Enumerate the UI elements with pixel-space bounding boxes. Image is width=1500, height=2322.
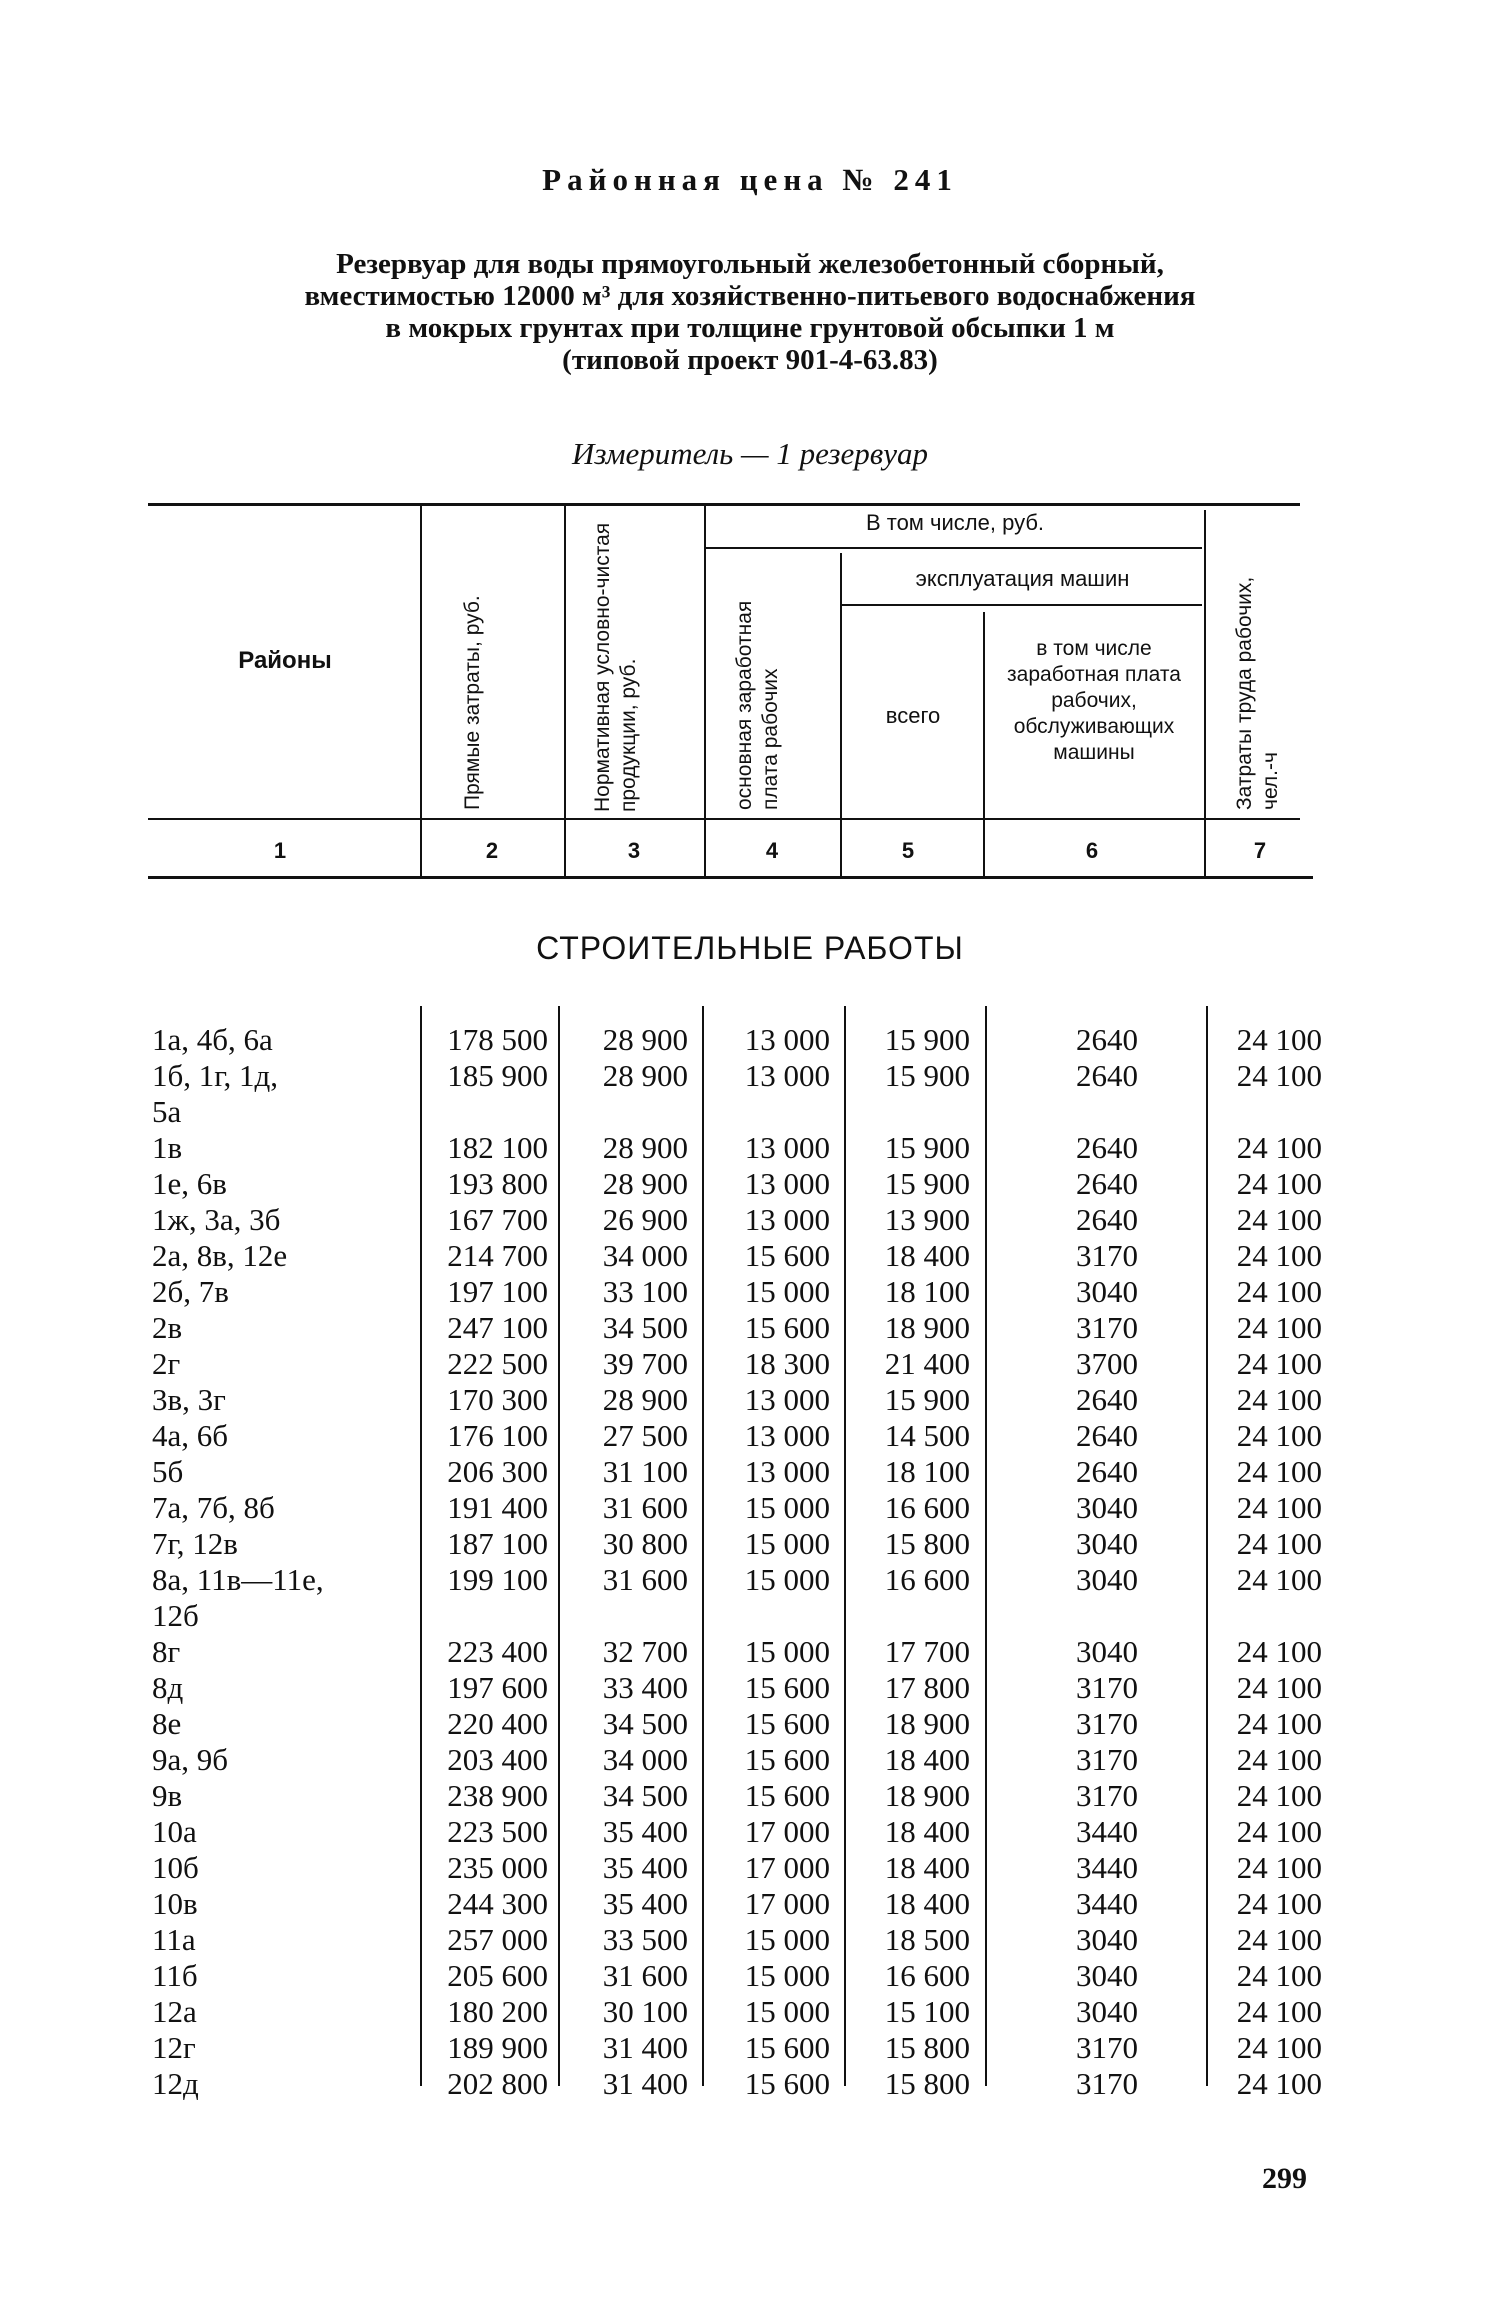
value-cell-c2: 223 400 [447,1634,548,1669]
value-cell-c2: 170 300 [447,1382,548,1417]
including-rule [706,547,1202,549]
value-cell-c5: 15 900 [884,1382,970,1417]
value-cell-c6: 3040 [1076,1490,1138,1525]
value-cell-c2: 197 100 [447,1274,548,1309]
value-cell-c2: 202 800 [447,2066,548,2101]
value-cell-c4: 13 000 [744,1130,830,1165]
subtitle-line: (типовой проект 901-4-63.83) [562,344,938,376]
value-cell-c4: 13 000 [744,1454,830,1489]
value-cell-c6: 3040 [1076,1922,1138,1957]
value-cell-c7: 24 100 [1236,1634,1322,1669]
value-cell-c2: 178 500 [447,1022,548,1057]
value-cell-c7: 24 100 [1236,1274,1322,1309]
value-cell-c2: 244 300 [447,1886,548,1921]
district-cell: 7а, 7б, 8б [152,1490,275,1525]
header-districts: Районы [238,647,332,674]
value-cell-c5: 16 600 [884,1958,970,1993]
value-cell-c3: 35 400 [602,1814,688,1849]
value-cell-c5: 15 800 [884,2030,970,2065]
district-cell: 1б, 1г, 1д, [152,1058,279,1093]
value-cell-c7: 24 100 [1236,1130,1322,1165]
value-cell-c3: 27 500 [602,1418,688,1453]
value-cell-c6: 3170 [1076,2030,1138,2065]
measure-unit: Измеритель — 1 резервуар [572,436,928,471]
value-cell-c2: 187 100 [447,1526,548,1561]
subtitle-line: Резервуар для воды прямоугольный железобетонный сборный, [336,248,1164,280]
value-cell-c6: 3040 [1076,1634,1138,1669]
value-cell-c2: 235 000 [447,1850,548,1885]
value-cell-c2: 199 100 [447,1562,548,1597]
value-cell-c6: 3440 [1076,1850,1138,1885]
value-cell-c3: 30 800 [602,1526,688,1561]
header-base-wage: основная заработная плата рабочих [733,600,782,810]
value-cell-c4: 15 600 [744,1706,830,1741]
header-machine-wage: в том числе заработная плата рабочих, обслуживающих машины [1007,637,1181,764]
value-cell-c6: 3040 [1076,1958,1138,1993]
value-cell-c5: 18 900 [884,1706,970,1741]
value-cell-c5: 14 500 [884,1418,970,1453]
value-cell-c3: 34 500 [602,1778,688,1813]
value-cell-c7: 24 100 [1236,1886,1322,1921]
header-machine-operation: эксплуатация машин [915,566,1130,591]
value-cell-c7: 24 100 [1236,1850,1322,1885]
column-number: 1 [273,838,287,863]
district-cell: 7г, 12в [152,1526,238,1561]
value-cell-c6: 3040 [1076,1274,1138,1309]
district-cell: 3в, 3г [152,1382,226,1417]
value-cell-c7: 24 100 [1236,1238,1322,1273]
value-cell-c4: 17 000 [744,1850,830,1885]
value-cell-c7: 24 100 [1236,1994,1322,2029]
column-number: 2 [485,838,499,863]
value-cell-c4: 15 000 [744,1274,830,1309]
value-cell-c7: 24 100 [1236,1418,1322,1453]
value-cell-c2: 238 900 [447,1778,548,1813]
header-divider [704,503,706,878]
body-divider [844,1006,846,2086]
value-cell-c3: 31 400 [602,2030,688,2065]
value-cell-c7: 24 100 [1236,1814,1322,1849]
value-cell-c4: 13 000 [744,1022,830,1057]
value-cell-c7: 24 100 [1236,1166,1322,1201]
value-cell-c6: 2640 [1076,1130,1138,1165]
value-cell-c2: 189 900 [447,2030,548,2065]
value-cell-c2: 206 300 [447,1454,548,1489]
district-cell: 1в [152,1130,183,1165]
value-cell-c7: 24 100 [1236,1922,1322,1957]
value-cell-c3: 31 600 [602,1958,688,1993]
value-cell-c5: 15 900 [884,1058,970,1093]
value-cell-c4: 15 000 [744,1634,830,1669]
body-divider [1206,1006,1208,2086]
numbers-bottom-rule [148,876,1313,879]
value-cell-c4: 15 600 [744,1238,830,1273]
header-divider [840,553,842,878]
header-total: всего [885,703,941,728]
value-cell-c6: 3440 [1076,1814,1138,1849]
district-cell: 4а, 6б [152,1418,229,1453]
district-cell: 12а [152,1994,197,2029]
value-cell-c2: 203 400 [447,1742,548,1777]
value-cell-c7: 24 100 [1236,1454,1322,1489]
value-cell-c4: 15 600 [744,1778,830,1813]
value-cell-c3: 39 700 [602,1346,688,1381]
value-cell-c5: 18 900 [884,1310,970,1345]
value-cell-c4: 13 000 [744,1058,830,1093]
value-cell-c5: 17 700 [884,1634,970,1669]
value-cell-c3: 31 600 [602,1562,688,1597]
value-cell-c2: 176 100 [447,1418,548,1453]
value-cell-c3: 31 100 [602,1454,688,1489]
value-cell-c6: 3170 [1076,1670,1138,1705]
value-cell-c7: 24 100 [1236,1742,1322,1777]
header-direct-costs: Прямые затраты, руб. [461,595,484,810]
district-cell: 1а, 4б, 6а [152,1022,273,1057]
district-cell: 9в [152,1778,183,1813]
value-cell-c7: 24 100 [1236,1382,1322,1417]
district-cell: 8а, 11в—11е, [152,1562,324,1597]
value-cell-c2: 191 400 [447,1490,548,1525]
value-cell-c4: 13 000 [744,1166,830,1201]
value-cell-c4: 17 000 [744,1814,830,1849]
subtitle-line: в мокрых грунтах при толщине грунтовой обсыпки 1 м [385,312,1115,344]
value-cell-c4: 15 000 [744,1994,830,2029]
value-cell-c4: 15 000 [744,1958,830,1993]
value-cell-c4: 13 000 [744,1202,830,1237]
value-cell-c6: 3040 [1076,1994,1138,2029]
header-bottom-rule [148,818,1300,820]
column-number: 5 [901,838,915,863]
value-cell-c5: 15 100 [884,1994,970,2029]
district-cell: 2г [152,1346,181,1381]
district-cell: 2а, 8в, 12е [152,1238,288,1273]
value-cell-c4: 15 600 [744,1742,830,1777]
value-cell-c6: 3170 [1076,1778,1138,1813]
value-cell-c5: 15 900 [884,1130,970,1165]
section-title: СТРОИТЕЛЬНЫЕ РАБОТЫ [536,930,964,966]
value-cell-c6: 3040 [1076,1562,1138,1597]
value-cell-c3: 33 500 [602,1922,688,1957]
value-cell-c3: 31 600 [602,1490,688,1525]
value-cell-c5: 15 800 [884,1526,970,1561]
value-cell-c7: 24 100 [1236,1706,1322,1741]
value-cell-c2: 193 800 [447,1166,548,1201]
value-cell-c4: 15 600 [744,1670,830,1705]
value-cell-c3: 34 000 [602,1742,688,1777]
value-cell-c6: 3170 [1076,1742,1138,1777]
district-cell: 1е, 6в [152,1166,227,1201]
header-divider [420,503,422,878]
value-cell-c3: 33 400 [602,1670,688,1705]
district-cell: 8е [152,1706,182,1741]
value-cell-c5: 18 500 [884,1922,970,1957]
header-divider [983,612,985,878]
value-cell-c5: 15 900 [884,1022,970,1057]
value-cell-c4: 15 600 [744,2030,830,2065]
value-cell-c5: 18 400 [884,1886,970,1921]
value-cell-c3: 30 100 [602,1994,688,2029]
body-divider [985,1006,987,2086]
district-cell: 5б [152,1454,184,1489]
value-cell-c6: 3170 [1076,1238,1138,1273]
header-top-rule [148,503,1300,506]
column-number: 3 [627,838,641,863]
district-cell: 1ж, 3а, 3б [152,1202,281,1237]
value-cell-c7: 24 100 [1236,1202,1322,1237]
value-cell-c5: 13 900 [884,1202,970,1237]
value-cell-c4: 17 000 [744,1886,830,1921]
district-cell: 10а [152,1814,197,1849]
value-cell-c2: 214 700 [447,1238,548,1273]
header-normative: Нормативная условно-чистая продукции, руб. [591,522,640,812]
machines-rule [841,604,1202,606]
value-cell-c7: 24 100 [1236,1058,1322,1093]
value-cell-c4: 15 000 [744,1922,830,1957]
value-cell-c2: 197 600 [447,1670,548,1705]
district-cell: 12б [152,1598,199,1633]
value-cell-c3: 35 400 [602,1850,688,1885]
value-cell-c3: 31 400 [602,2066,688,2101]
value-cell-c6: 2640 [1076,1022,1138,1057]
value-cell-c7: 24 100 [1236,1670,1322,1705]
value-cell-c5: 18 100 [884,1274,970,1309]
value-cell-c5: 16 600 [884,1562,970,1597]
header-divider [564,503,566,878]
value-cell-c3: 28 900 [602,1130,688,1165]
district-cell: 12г [152,2030,196,2065]
column-number: 4 [765,838,779,863]
district-cell: 11б [152,1958,198,1993]
value-cell-c4: 15 600 [744,1310,830,1345]
value-cell-c5: 18 100 [884,1454,970,1489]
value-cell-c2: 247 100 [447,1310,548,1345]
value-cell-c4: 18 300 [744,1346,830,1381]
page-number: 299 [1262,2162,1307,2195]
value-cell-c6: 3040 [1076,1526,1138,1561]
value-cell-c2: 180 200 [447,1994,548,2029]
district-cell: 8г [152,1634,181,1669]
value-cell-c2: 257 000 [447,1922,548,1957]
value-cell-c3: 34 000 [602,1238,688,1273]
value-cell-c6: 2640 [1076,1382,1138,1417]
district-cell: 10б [152,1850,199,1885]
body-divider [558,1006,560,2086]
value-cell-c6: 2640 [1076,1202,1138,1237]
header-divider [1204,510,1206,878]
district-cell: 9а, 9б [152,1742,229,1777]
header-including: В том числе, руб. [865,510,1045,535]
district-cell: 12д [152,2066,199,2101]
value-cell-c7: 24 100 [1236,1310,1322,1345]
value-cell-c3: 34 500 [602,1310,688,1345]
value-cell-c6: 3170 [1076,1310,1138,1345]
value-cell-c4: 15 000 [744,1490,830,1525]
value-cell-c7: 24 100 [1236,1778,1322,1813]
value-cell-c7: 24 100 [1236,1346,1322,1381]
value-cell-c2: 182 100 [447,1130,548,1165]
value-cell-c5: 18 400 [884,1850,970,1885]
value-cell-c2: 167 700 [447,1202,548,1237]
value-cell-c5: 18 400 [884,1742,970,1777]
value-cell-c7: 24 100 [1236,2030,1322,2065]
value-cell-c7: 24 100 [1236,1562,1322,1597]
body-divider [420,1006,422,2086]
value-cell-c4: 15 000 [744,1526,830,1561]
value-cell-c7: 24 100 [1236,1526,1322,1561]
district-cell: 5а [152,1094,182,1129]
value-cell-c5: 15 900 [884,1166,970,1201]
district-cell: 11а [152,1922,196,1957]
value-cell-c3: 26 900 [602,1202,688,1237]
value-cell-c6: 2640 [1076,1418,1138,1453]
value-cell-c4: 13 000 [744,1418,830,1453]
value-cell-c7: 24 100 [1236,1490,1322,1525]
column-number: 6 [1085,838,1099,863]
value-cell-c5: 18 400 [884,1238,970,1273]
value-cell-c6: 3700 [1076,1346,1138,1381]
value-cell-c5: 21 400 [884,1346,970,1381]
value-cell-c2: 205 600 [447,1958,548,1993]
subtitle-line: вместимостью 12000 м³ для хозяйственно-питьевого водоснабжения [304,280,1196,312]
value-cell-c6: 2640 [1076,1058,1138,1093]
value-cell-c5: 18 400 [884,1814,970,1849]
column-number: 7 [1253,838,1267,863]
value-cell-c2: 222 500 [447,1346,548,1381]
value-cell-c7: 24 100 [1236,2066,1322,2101]
value-cell-c5: 15 800 [884,2066,970,2101]
value-cell-c6: 3170 [1076,2066,1138,2101]
value-cell-c3: 32 700 [602,1634,688,1669]
value-cell-c7: 24 100 [1236,1022,1322,1057]
value-cell-c3: 33 100 [602,1274,688,1309]
value-cell-c3: 28 900 [602,1166,688,1201]
value-cell-c3: 34 500 [602,1706,688,1741]
value-cell-c3: 28 900 [602,1022,688,1057]
district-cell: 8д [152,1670,184,1705]
value-cell-c3: 28 900 [602,1058,688,1093]
value-cell-c3: 35 400 [602,1886,688,1921]
value-cell-c3: 28 900 [602,1382,688,1417]
body-divider [702,1006,704,2086]
value-cell-c5: 17 800 [884,1670,970,1705]
value-cell-c5: 18 900 [884,1778,970,1813]
value-cell-c4: 15 000 [744,1562,830,1597]
header-labor: Затраты труда рабочих, чел.-ч [1233,576,1282,810]
value-cell-c6: 3440 [1076,1886,1138,1921]
value-cell-c2: 220 400 [447,1706,548,1741]
district-cell: 2в [152,1310,183,1345]
value-cell-c7: 24 100 [1236,1958,1322,1993]
district-cell: 2б, 7в [152,1274,229,1309]
value-cell-c5: 16 600 [884,1490,970,1525]
page-title: Районная цена № 241 [542,162,958,197]
value-cell-c2: 185 900 [447,1058,548,1093]
value-cell-c6: 2640 [1076,1454,1138,1489]
district-cell: 10в [152,1886,198,1921]
value-cell-c6: 2640 [1076,1166,1138,1201]
value-cell-c2: 223 500 [447,1814,548,1849]
value-cell-c6: 3170 [1076,1706,1138,1741]
subtitle [130,248,1370,376]
value-cell-c4: 13 000 [744,1382,830,1417]
value-cell-c4: 15 600 [744,2066,830,2101]
